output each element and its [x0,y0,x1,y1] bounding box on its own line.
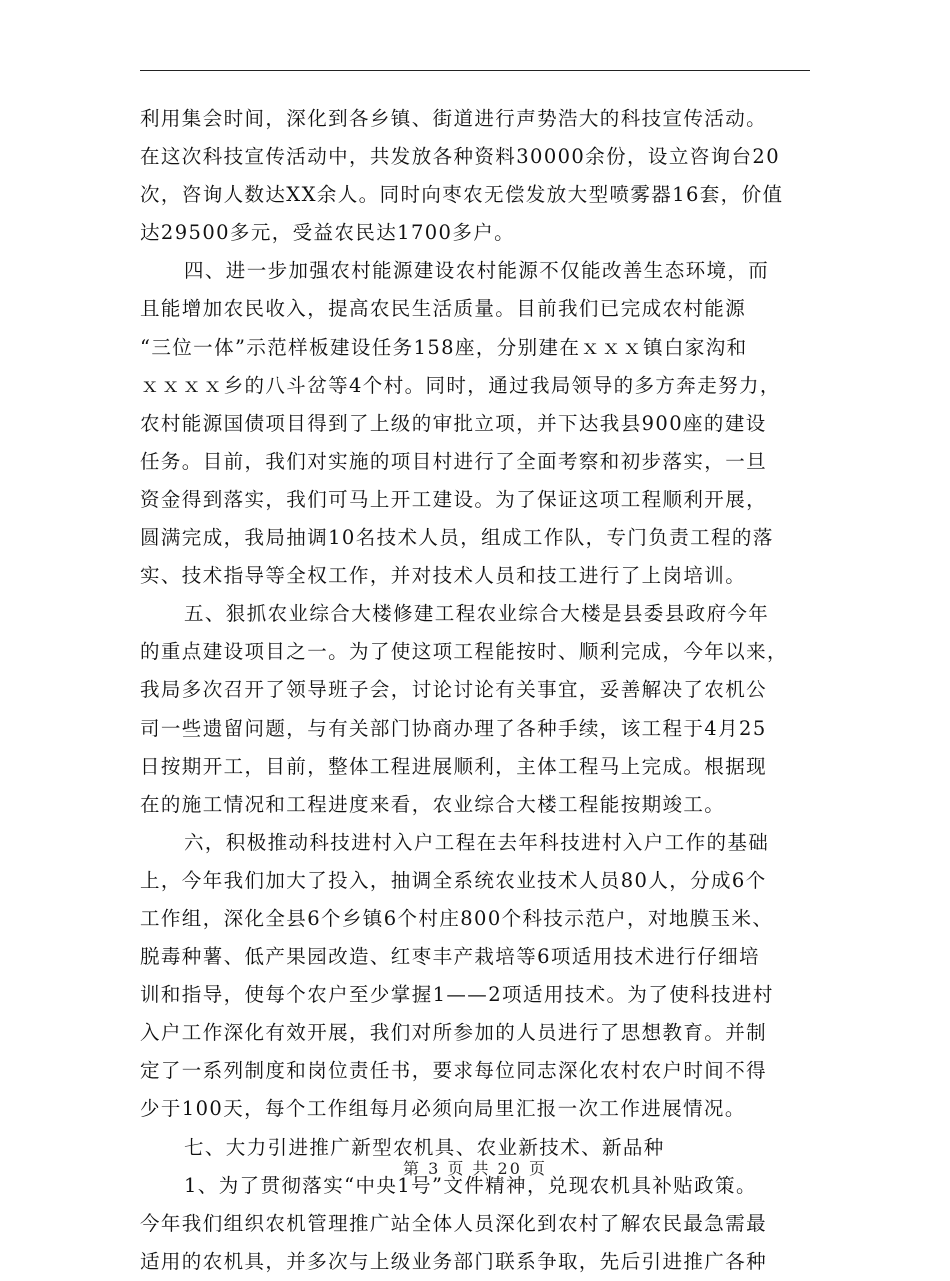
text-line: 适用的农机具，并多次与上级业务部门联系争取，先后引进推广各种 [140,1249,768,1273]
section-heading-line: 四、进一步加强农村能源建设农村能源不仅能改善生态环境，而 [184,259,770,283]
section-heading-line: 六，积极推动科技进村入户工程在去年科技进村入户工作的基础 [184,830,770,854]
text-line: 次，咨询人数达XX余人。同时向枣农无偿发放大型喷雾器16套，价值 [140,183,784,207]
text-line: 今年我们组织农机管理推广站全体人员深化到农村了解农民最急需最 [140,1211,768,1235]
text-line: 实、技术指导等全权工作，并对技术人员和技工进行了上岗培训。 [140,564,747,588]
text-line: ｘｘｘｘ乡的八斗岔等4个村。同时，通过我局领导的多方奔走努力， [140,373,781,397]
text-line: 脱毒种薯、低产果园改造、红枣丰产栽培等6项适用技术进行仔细培 [140,945,760,969]
text-line: 训和指导，使每个农户至少掌握1——2项适用技术。为了使科技进村 [140,983,774,1007]
text-line: 我局多次召开了领导班子会，讨论讨论有关事宜，妥善解决了农机公 [140,678,768,702]
text-line: 利用集会时间，深化到各乡镇、街道进行声势浩大的科技宣传活动。 [140,107,768,130]
text-line: 在的施工情况和工程进度来看，农业综合大楼工程能按期竣工。 [140,792,726,816]
text-line: 且能增加农民收入，提高农民生活质量。目前我们已完成农村能源 [140,297,747,321]
numbered-item-line: 1、为了贯彻落实“中央1号”文件精神，兑现农机具补贴政策。 [184,1173,757,1197]
page-number: 第 3 页 共 20 页 [403,1159,547,1178]
header-rule [140,70,810,71]
text-line: 的重点建设项目之一。为了使这项工程能按时、顺利完成，今年以来， [140,640,788,664]
body-text [140,100,810,1281]
section-heading-line: 五、狠抓农业综合大楼修建工程农业综合大楼是县委县政府今年 [184,602,770,626]
text-line: 圆满完成，我局抽调10名技术人员，组成工作队，专门负责工程的落 [140,526,774,550]
text-line: 任务。目前，我们对实施的项目村进行了全面考察和初步落实，一旦 [140,449,768,473]
text-line: 司一些遗留问题，与有关部门协商办理了各种手续，该工程于4月25 [140,716,767,740]
text-line: 农村能源国债项目得到了上级的审批立项，并下达我县900座的建设 [140,411,767,435]
text-line: 上，今年我们加大了投入，抽调全系统农业技术人员80人，分成6个 [140,868,767,892]
text-line: 达29500多元，受益农民达1700多户。 [140,221,516,245]
text-line: 资金得到落实，我们可马上开工建设。为了保证这项工程顺利开展， [140,487,768,511]
text-line: 日按期开工，目前，整体工程进展顺利，主体工程马上完成。根据现 [140,754,768,778]
section-heading-line: 七、大力引进推广新型农机具、农业新技术、新品种 [184,1135,665,1159]
text-line: 在这次科技宣传活动中，共发放各种资料30000余份，设立咨询台20 [140,145,781,169]
text-line: 定了一系列制度和岗位责任书，要求每位同志深化农村农户时间不得 [140,1059,768,1083]
text-line: “三位一体”示范样板建设任务158座，分别建在ｘｘｘ镇白家沟和 [140,335,748,359]
text-line: 少于100天，每个工作组每月必须向局里汇报一次工作进展情况。 [140,1097,746,1121]
page-footer [0,1156,950,1179]
text-line: 入户工作深化有效开展，我们对所参加的人员进行了思想教育。并制 [140,1021,768,1045]
text-line: 工作组，深化全县6个乡镇6个村庄800个科技示范户，对地膜玉米、 [140,906,774,930]
